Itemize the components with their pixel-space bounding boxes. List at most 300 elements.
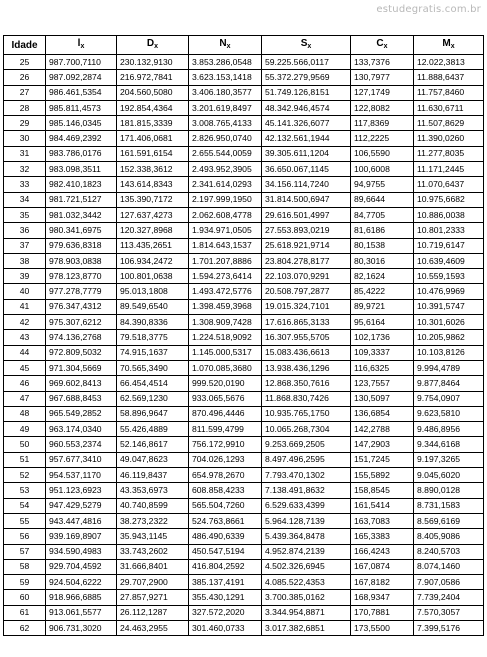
table-row: [4, 269, 484, 284]
cell-sx: 34.156.114,7240: [262, 177, 351, 192]
cell-dx: 62.569,1230: [117, 391, 189, 406]
cell-nx: 1.594.273,6414: [189, 269, 262, 284]
table-row: [4, 483, 484, 498]
cell-sx: 16.307.955,5705: [262, 330, 351, 345]
cell-dx: 84.390,8336: [117, 315, 189, 330]
header-subscript: x: [450, 43, 455, 50]
cell-sx: 15.083.436,6613: [262, 345, 351, 360]
cell-idade: 39: [4, 269, 46, 284]
cell-idade: 40: [4, 284, 46, 299]
cell-cx: 166,4243: [351, 544, 414, 559]
table-row: [4, 70, 484, 85]
cell-cx: 163,7083: [351, 513, 414, 528]
cell-sx: 9.253.669,2505: [262, 437, 351, 452]
cell-sx: 27.553.893,0219: [262, 223, 351, 238]
cell-nx: 2.341.614,0293: [189, 177, 262, 192]
cell-dx: 38.273,2322: [117, 513, 189, 528]
cell-cx: 94,9755: [351, 177, 414, 192]
cell-sx: 51.749.126,8151: [262, 85, 351, 100]
header-subscript: x: [154, 43, 159, 50]
table-row: [4, 253, 484, 268]
cell-dx: 230.132,9130: [117, 55, 189, 70]
cell-cx: 109,3337: [351, 345, 414, 360]
cell-cx: 173,5500: [351, 620, 414, 635]
cell-mx: 8.240,5703: [414, 544, 484, 559]
cell-dx: 55.426,4889: [117, 422, 189, 437]
cell-nx: 524.763,8661: [189, 513, 262, 528]
cell-cx: 142,2788: [351, 422, 414, 437]
table-row: [4, 376, 484, 391]
cell-cx: 147,2903: [351, 437, 414, 452]
table-row: [4, 559, 484, 574]
header-mx: [414, 36, 484, 55]
cell-lx: 972.809,5032: [46, 345, 117, 360]
cell-nx: 2.493.952,3905: [189, 162, 262, 177]
header-lx: [46, 36, 117, 55]
cell-lx: 980.341,6975: [46, 223, 117, 238]
header-subscript: x: [226, 43, 231, 50]
cell-dx: 24.463,2955: [117, 620, 189, 635]
cell-dx: 89.549,6540: [117, 299, 189, 314]
cell-mx: 7.399,5176: [414, 620, 484, 635]
cell-sx: 3.344.954,8871: [262, 605, 351, 620]
cell-dx: 26.112,1287: [117, 605, 189, 620]
cell-lx: 971.304,5669: [46, 360, 117, 375]
header-label: S: [300, 38, 308, 49]
cell-lx: 981.032,3442: [46, 207, 117, 222]
cell-nx: 2.655.544,0059: [189, 146, 262, 161]
cell-lx: 934.590,4983: [46, 544, 117, 559]
cell-mx: 9.045,6020: [414, 468, 484, 483]
cell-nx: 1.224.518,9092: [189, 330, 262, 345]
cell-nx: 2.062.608,4778: [189, 207, 262, 222]
cell-cx: 151,7245: [351, 452, 414, 467]
cell-mx: 11.757,8460: [414, 85, 484, 100]
cell-sx: 4.085.522,4353: [262, 575, 351, 590]
cell-nx: 1.308.909,7428: [189, 315, 262, 330]
cell-dx: 40.740,8599: [117, 498, 189, 513]
cell-nx: 999.520,0190: [189, 376, 262, 391]
cell-cx: 106,5590: [351, 146, 414, 161]
cell-mx: 10.886,0038: [414, 207, 484, 222]
table-body: [4, 55, 484, 636]
cell-mx: 11.630,6711: [414, 100, 484, 115]
cell-idade: 45: [4, 360, 46, 375]
cell-dx: 79.518,3775: [117, 330, 189, 345]
table-row: [4, 513, 484, 528]
cell-nx: 301.460,0733: [189, 620, 262, 635]
cell-dx: 66.454,4514: [117, 376, 189, 391]
cell-sx: 59.225.566,0117: [262, 55, 351, 70]
cell-cx: 130,7977: [351, 70, 414, 85]
table-row: [4, 620, 484, 635]
header-cx: [351, 36, 414, 55]
cell-cx: 80,3016: [351, 253, 414, 268]
cell-cx: 80,1538: [351, 238, 414, 253]
cell-nx: 355.430,1291: [189, 590, 262, 605]
cell-dx: 27.857,9271: [117, 590, 189, 605]
cell-mx: 10.476,9969: [414, 284, 484, 299]
cell-lx: 969.602,8413: [46, 376, 117, 391]
cell-cx: 158,8545: [351, 483, 414, 498]
cell-cx: 84,7705: [351, 207, 414, 222]
cell-cx: 130,5097: [351, 391, 414, 406]
cell-idade: 26: [4, 70, 46, 85]
cell-dx: 95.013,1808: [117, 284, 189, 299]
cell-sx: 8.497.496,2595: [262, 452, 351, 467]
cell-nx: 1.493.472,5776: [189, 284, 262, 299]
cell-sx: 19.015.324,7101: [262, 299, 351, 314]
cell-lx: 986.461,5354: [46, 85, 117, 100]
table-row: [4, 100, 484, 115]
table-row: [4, 192, 484, 207]
cell-nx: 3.853.286,0548: [189, 55, 262, 70]
cell-cx: 81,6186: [351, 223, 414, 238]
cell-nx: 1.145.000,5317: [189, 345, 262, 360]
cell-sx: 22.103.070,9291: [262, 269, 351, 284]
table-row: [4, 284, 484, 299]
cell-nx: 933.065,5676: [189, 391, 262, 406]
cell-idade: 52: [4, 468, 46, 483]
cell-lx: 929.704,4592: [46, 559, 117, 574]
cell-idade: 59: [4, 575, 46, 590]
cell-nx: 2.826.950,0740: [189, 131, 262, 146]
commutation-table: [3, 35, 484, 636]
cell-mx: 9.344,6168: [414, 437, 484, 452]
header-label: M: [442, 38, 451, 49]
cell-cx: 102,1736: [351, 330, 414, 345]
table-row: [4, 529, 484, 544]
cell-idade: 43: [4, 330, 46, 345]
cell-dx: 106.934,2472: [117, 253, 189, 268]
cell-idade: 53: [4, 483, 46, 498]
cell-cx: 170,7881: [351, 605, 414, 620]
cell-sx: 36.650.067,1145: [262, 162, 351, 177]
cell-idade: 28: [4, 100, 46, 115]
cell-cx: 122,8082: [351, 100, 414, 115]
cell-sx: 42.132.561,1944: [262, 131, 351, 146]
cell-lx: 982.410,1823: [46, 177, 117, 192]
cell-dx: 216.972,7841: [117, 70, 189, 85]
cell-lx: 985.146,0345: [46, 116, 117, 131]
cell-lx: 943.447,4816: [46, 513, 117, 528]
cell-cx: 165,3383: [351, 529, 414, 544]
cell-nx: 756.172,9910: [189, 437, 262, 452]
cell-dx: 127.637,4273: [117, 207, 189, 222]
cell-cx: 82,1624: [351, 269, 414, 284]
cell-idade: 25: [4, 55, 46, 70]
cell-sx: 5.964.128,7139: [262, 513, 351, 528]
cell-lx: 978.123,8770: [46, 269, 117, 284]
cell-sx: 12.868.350,7616: [262, 376, 351, 391]
cell-dx: 35.943,1145: [117, 529, 189, 544]
cell-idade: 31: [4, 146, 46, 161]
cell-lx: 979.636,8318: [46, 238, 117, 253]
table-row: [4, 422, 484, 437]
cell-cx: 161,5414: [351, 498, 414, 513]
cell-cx: 89,6644: [351, 192, 414, 207]
cell-sx: 4.502.326,6945: [262, 559, 351, 574]
cell-lx: 981.721,5127: [46, 192, 117, 207]
cell-mx: 10.205,9862: [414, 330, 484, 345]
cell-dx: 152.338,3612: [117, 162, 189, 177]
cell-idade: 34: [4, 192, 46, 207]
cell-idade: 54: [4, 498, 46, 513]
cell-sx: 17.616.865,3133: [262, 315, 351, 330]
cell-dx: 100.801,0638: [117, 269, 189, 284]
cell-cx: 123,7557: [351, 376, 414, 391]
table-row: [4, 223, 484, 238]
cell-mx: 10.719,6147: [414, 238, 484, 253]
cell-cx: 168,9347: [351, 590, 414, 605]
cell-nx: 1.398.459,3968: [189, 299, 262, 314]
cell-idade: 32: [4, 162, 46, 177]
cell-lx: 924.504,6222: [46, 575, 117, 590]
cell-cx: 100,6008: [351, 162, 414, 177]
cell-nx: 3.008.765,4133: [189, 116, 262, 131]
table-row: [4, 590, 484, 605]
cell-idade: 36: [4, 223, 46, 238]
cell-dx: 46.119,8437: [117, 468, 189, 483]
cell-idade: 30: [4, 131, 46, 146]
cell-lx: 983.786,0176: [46, 146, 117, 161]
cell-lx: 965.549,2852: [46, 406, 117, 421]
cell-dx: 192.854,4364: [117, 100, 189, 115]
cell-dx: 70.565,3490: [117, 360, 189, 375]
cell-nx: 608.858,4233: [189, 483, 262, 498]
cell-cx: 95,6164: [351, 315, 414, 330]
cell-idade: 41: [4, 299, 46, 314]
cell-dx: 49.047,8623: [117, 452, 189, 467]
cell-idade: 33: [4, 177, 46, 192]
cell-mx: 7.907,0586: [414, 575, 484, 590]
table-row: [4, 131, 484, 146]
cell-mx: 9.754,0907: [414, 391, 484, 406]
cell-idade: 48: [4, 406, 46, 421]
cell-idade: 29: [4, 116, 46, 131]
cell-dx: 143.614,8343: [117, 177, 189, 192]
cell-dx: 29.707,2900: [117, 575, 189, 590]
cell-sx: 10.935.765,1750: [262, 406, 351, 421]
header-subscript: x: [80, 43, 85, 50]
cell-sx: 55.372.279,9569: [262, 70, 351, 85]
header-nx: [189, 36, 262, 55]
header-label: N: [219, 38, 227, 49]
cell-idade: 60: [4, 590, 46, 605]
cell-dx: 120.327,8968: [117, 223, 189, 238]
cell-mx: 8.890,0128: [414, 483, 484, 498]
cell-mx: 9.623,5810: [414, 406, 484, 421]
cell-cx: 136,6854: [351, 406, 414, 421]
table-row: [4, 452, 484, 467]
cell-idade: 62: [4, 620, 46, 635]
cell-mx: 9.197,3265: [414, 452, 484, 467]
cell-idade: 57: [4, 544, 46, 559]
cell-cx: 155,5892: [351, 468, 414, 483]
cell-lx: 985.811,4573: [46, 100, 117, 115]
cell-nx: 565.504,7260: [189, 498, 262, 513]
header-sx: [262, 36, 351, 55]
cell-cx: 89,9721: [351, 299, 414, 314]
cell-lx: 951.123,6923: [46, 483, 117, 498]
cell-lx: 977.278,7779: [46, 284, 117, 299]
cell-nx: 3.406.180,3577: [189, 85, 262, 100]
cell-lx: 974.136,2768: [46, 330, 117, 345]
cell-mx: 8.731,1583: [414, 498, 484, 513]
cell-nx: 3.201.619,8497: [189, 100, 262, 115]
cell-nx: 704.026,1293: [189, 452, 262, 467]
cell-mx: 8.074,1460: [414, 559, 484, 574]
site-watermark: estudegratis.com.br: [376, 4, 481, 15]
cell-lx: 984.469,2392: [46, 131, 117, 146]
cell-dx: 204.560,5080: [117, 85, 189, 100]
cell-lx: 978.903,0838: [46, 253, 117, 268]
cell-nx: 385.137,4191: [189, 575, 262, 590]
cell-mx: 11.171,2445: [414, 162, 484, 177]
cell-cx: 133,7376: [351, 55, 414, 70]
header-label: l: [77, 38, 81, 49]
cell-idade: 47: [4, 391, 46, 406]
cell-lx: 939.169,8907: [46, 529, 117, 544]
table-row: [4, 406, 484, 421]
cell-sx: 3.700.385,0162: [262, 590, 351, 605]
cell-dx: 33.743,2602: [117, 544, 189, 559]
cell-sx: 20.508.797,2877: [262, 284, 351, 299]
cell-lx: 913.061,5577: [46, 605, 117, 620]
cell-sx: 4.952.874,2139: [262, 544, 351, 559]
cell-lx: 976.347,4312: [46, 299, 117, 314]
cell-mx: 11.277,8035: [414, 146, 484, 161]
cell-idade: 42: [4, 315, 46, 330]
cell-nx: 450.547,5194: [189, 544, 262, 559]
cell-mx: 7.739,2404: [414, 590, 484, 605]
cell-mx: 11.070,6437: [414, 177, 484, 192]
cell-sx: 5.439.364,8478: [262, 529, 351, 544]
header-subscript: x: [307, 43, 312, 50]
table-row: [4, 498, 484, 513]
cell-mx: 10.301,6026: [414, 315, 484, 330]
table-row: [4, 299, 484, 314]
cell-sx: 13.938.436,1296: [262, 360, 351, 375]
cell-sx: 48.342.946,4574: [262, 100, 351, 115]
cell-nx: 3.623.153,1418: [189, 70, 262, 85]
cell-sx: 29.616.501,4997: [262, 207, 351, 222]
cell-idade: 56: [4, 529, 46, 544]
cell-dx: 181.815,3339: [117, 116, 189, 131]
cell-idade: 51: [4, 452, 46, 467]
cell-nx: 1.934.971,0505: [189, 223, 262, 238]
cell-cx: 116,6325: [351, 360, 414, 375]
table-row: [4, 315, 484, 330]
table-row: [4, 146, 484, 161]
table-row: [4, 544, 484, 559]
header-label: C: [376, 38, 384, 49]
cell-mx: 7.570,3057: [414, 605, 484, 620]
cell-idade: 58: [4, 559, 46, 574]
cell-lx: 918.966,6885: [46, 590, 117, 605]
cell-nx: 1.701.207,8886: [189, 253, 262, 268]
table-row: [4, 575, 484, 590]
cell-mx: 10.391,5747: [414, 299, 484, 314]
cell-cx: 127,1749: [351, 85, 414, 100]
header-label: D: [146, 38, 155, 49]
cell-lx: 960.553,2374: [46, 437, 117, 452]
cell-nx: 416.804,2592: [189, 559, 262, 574]
cell-mx: 9.877,8464: [414, 376, 484, 391]
table-header-row: [4, 36, 484, 55]
cell-mx: 9.486,8956: [414, 422, 484, 437]
cell-nx: 870.496,4446: [189, 406, 262, 421]
cell-sx: 3.017.382,6851: [262, 620, 351, 635]
cell-sx: 39.305.611,1204: [262, 146, 351, 161]
table-row: [4, 162, 484, 177]
cell-dx: 161.591,6154: [117, 146, 189, 161]
table-row: [4, 360, 484, 375]
table-row: [4, 605, 484, 620]
table-row: [4, 207, 484, 222]
table-row: [4, 177, 484, 192]
cell-lx: 987.092,2874: [46, 70, 117, 85]
cell-mx: 8.405,9086: [414, 529, 484, 544]
table-row: [4, 391, 484, 406]
cell-lx: 987.700,7110: [46, 55, 117, 70]
cell-sx: 6.529.633,4399: [262, 498, 351, 513]
cell-dx: 58.896,9647: [117, 406, 189, 421]
cell-mx: 10.103,8126: [414, 345, 484, 360]
cell-nx: 327.572,2020: [189, 605, 262, 620]
cell-dx: 171.406,0681: [117, 131, 189, 146]
cell-dx: 74.915,1637: [117, 345, 189, 360]
cell-nx: 486.490,6339: [189, 529, 262, 544]
cell-mx: 10.975,6682: [414, 192, 484, 207]
cell-sx: 11.868.830,7426: [262, 391, 351, 406]
cell-idade: 49: [4, 422, 46, 437]
table-row: [4, 437, 484, 452]
cell-mx: 12.022,3813: [414, 55, 484, 70]
cell-lx: 957.677,3410: [46, 452, 117, 467]
cell-lx: 954.537,1170: [46, 468, 117, 483]
cell-dx: 43.353,6973: [117, 483, 189, 498]
cell-idade: 37: [4, 238, 46, 253]
table-row: [4, 55, 484, 70]
header-label: Idade: [11, 39, 38, 51]
cell-lx: 983.098,3511: [46, 162, 117, 177]
cell-lx: 906.731,3020: [46, 620, 117, 635]
cell-idade: 35: [4, 207, 46, 222]
cell-idade: 44: [4, 345, 46, 360]
table-row: [4, 345, 484, 360]
cell-nx: 2.197.999,1950: [189, 192, 262, 207]
cell-dx: 31.666,8401: [117, 559, 189, 574]
cell-sx: 45.141.326,6077: [262, 116, 351, 131]
cell-nx: 654.978,2670: [189, 468, 262, 483]
cell-mx: 10.559,1593: [414, 269, 484, 284]
cell-sx: 31.814.500,6947: [262, 192, 351, 207]
table-row: [4, 330, 484, 345]
table-row: [4, 116, 484, 131]
cell-lx: 975.307,6212: [46, 315, 117, 330]
header-subscript: x: [383, 43, 388, 50]
cell-dx: 52.146,8617: [117, 437, 189, 452]
cell-idade: 50: [4, 437, 46, 452]
cell-sx: 7.138.491,8632: [262, 483, 351, 498]
cell-mx: 9.994,4789: [414, 360, 484, 375]
cell-mx: 8.569,6169: [414, 513, 484, 528]
cell-mx: 10.639,4609: [414, 253, 484, 268]
cell-cx: 167,8182: [351, 575, 414, 590]
cell-sx: 25.618.921,9714: [262, 238, 351, 253]
table-row: [4, 468, 484, 483]
